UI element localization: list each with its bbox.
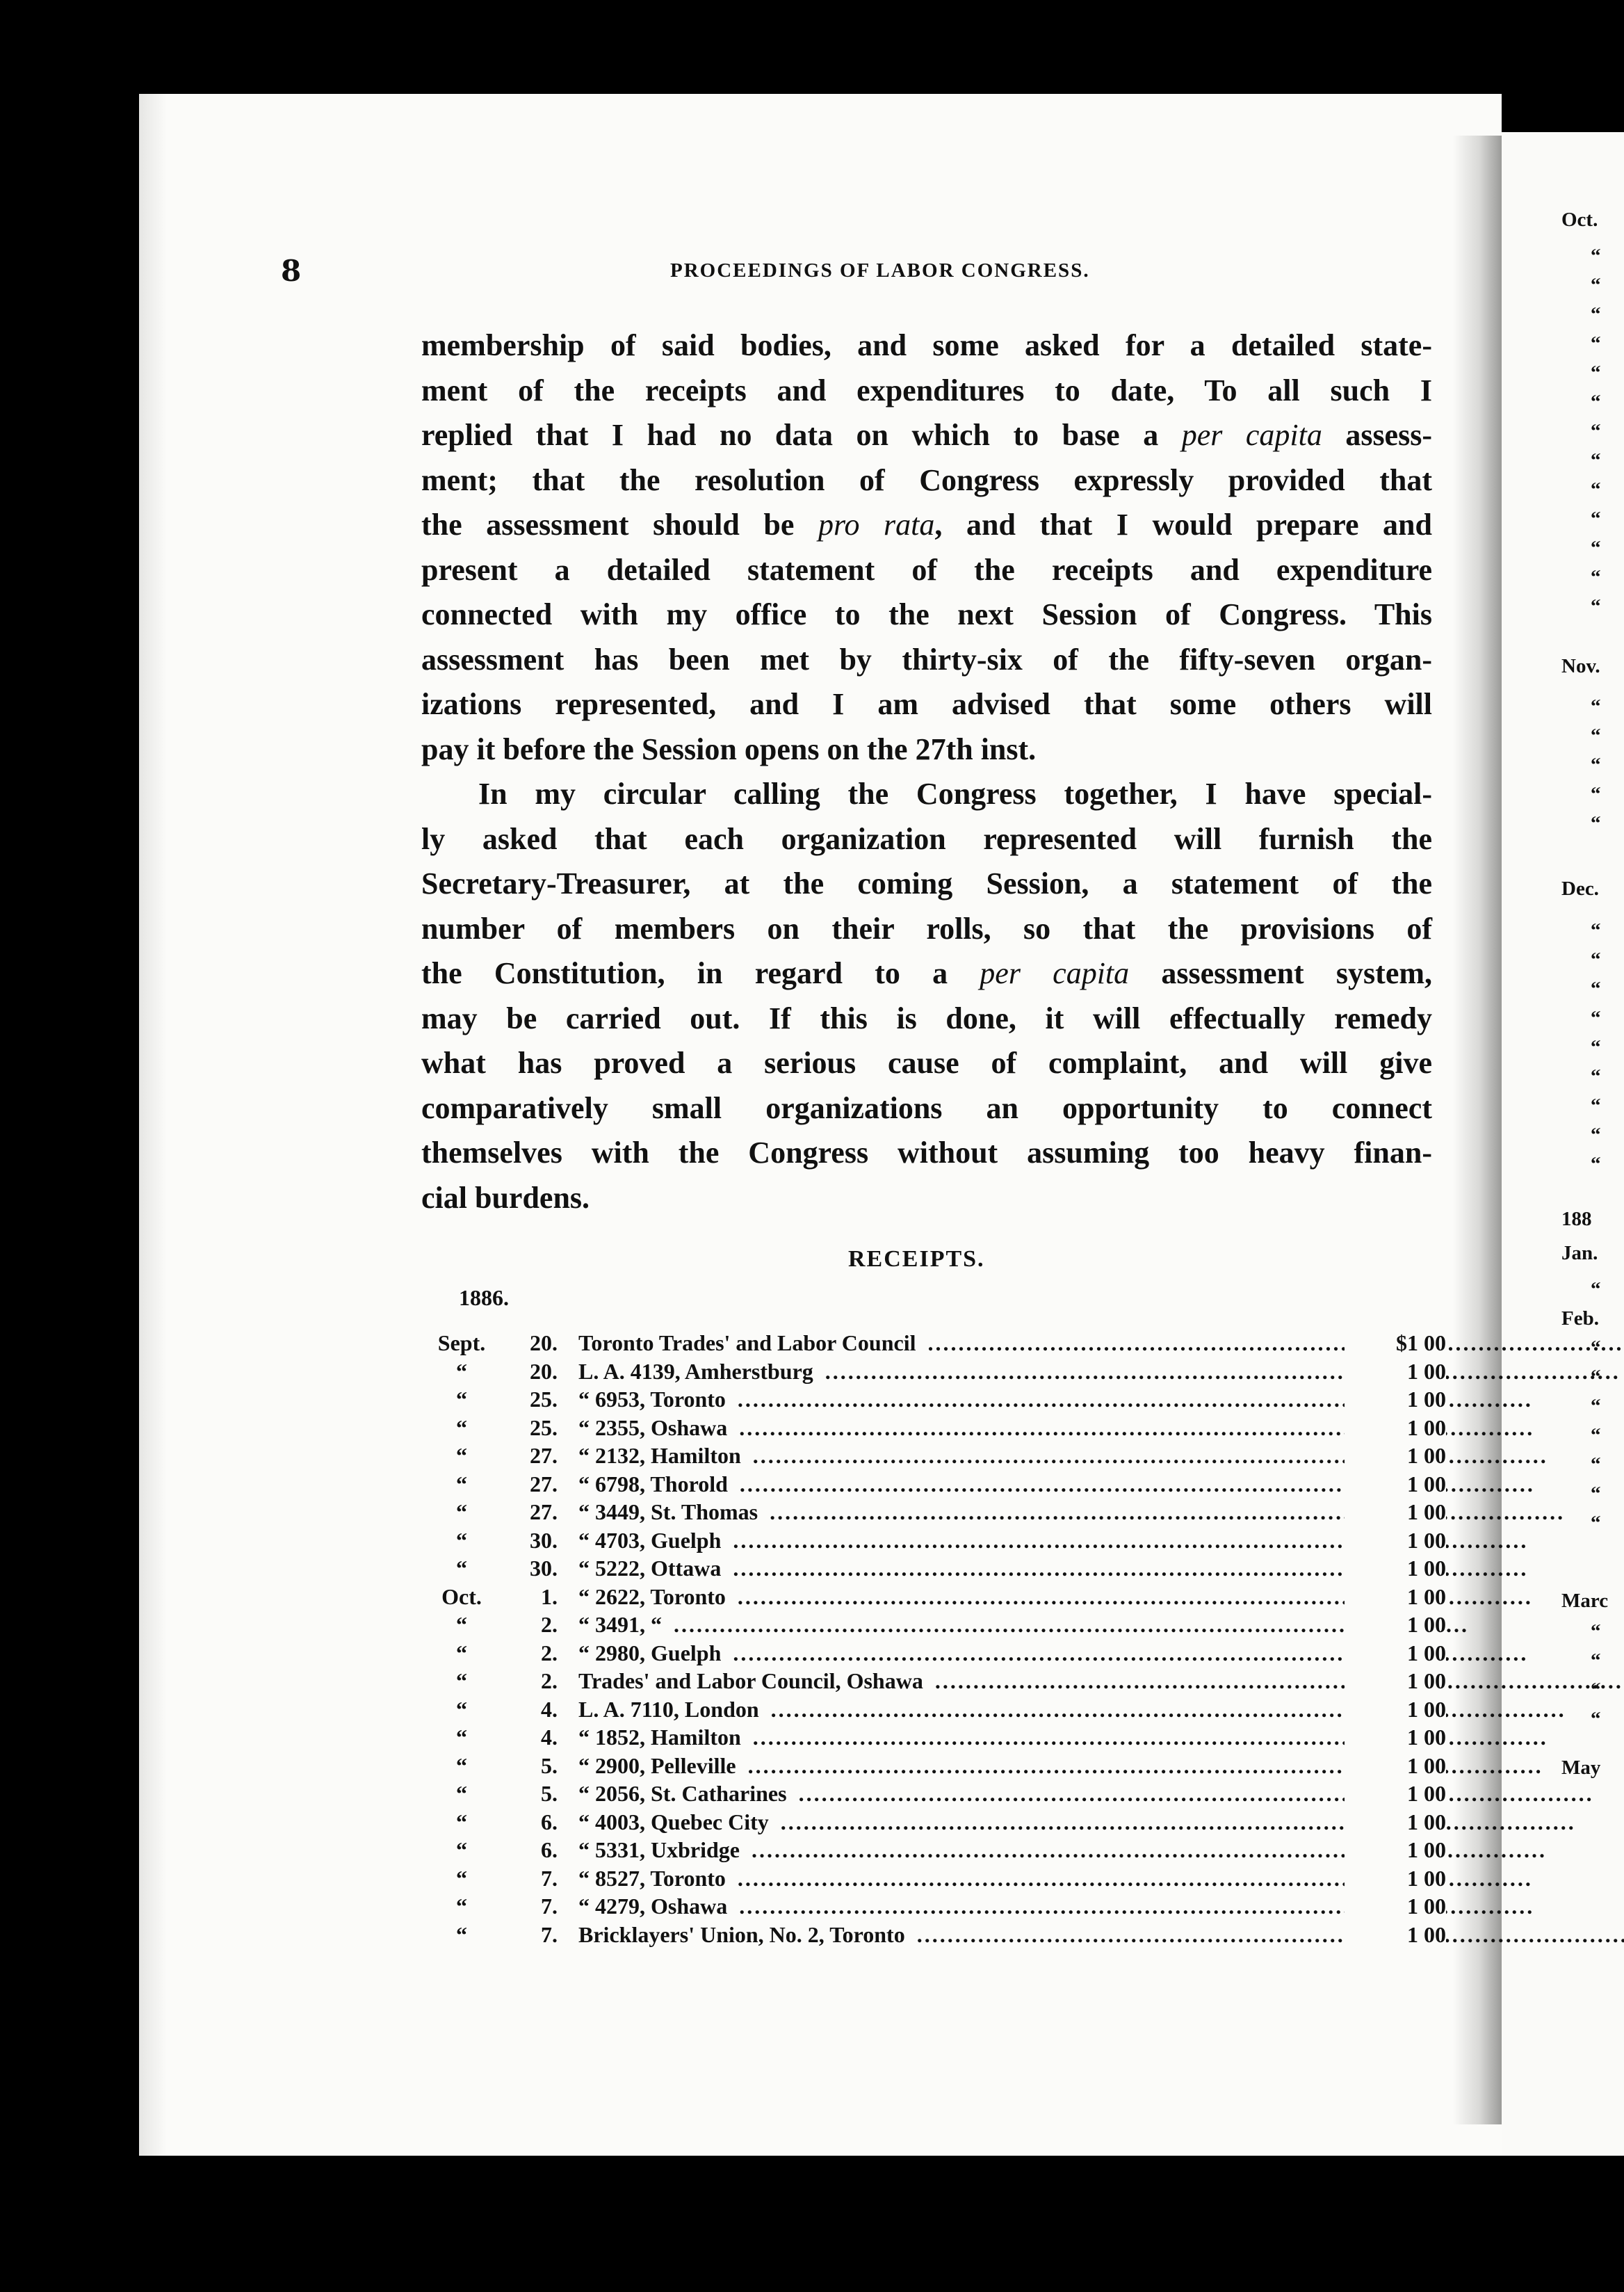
facing-page-margin-entry: “ bbox=[1591, 274, 1601, 296]
receipt-month: “ bbox=[456, 1696, 467, 1722]
receipt-description bbox=[578, 1471, 1624, 1497]
facing-page-margin-entry: “ bbox=[1591, 1620, 1601, 1643]
facing-page-margin-entry: “ bbox=[1591, 391, 1601, 413]
facing-page-margin-entry: “ bbox=[1591, 1278, 1601, 1300]
receipt-description-text: “ 4279, Oshawa bbox=[578, 1894, 731, 1919]
receipt-row bbox=[427, 1330, 1446, 1359]
receipt-description bbox=[578, 1697, 1624, 1722]
receipt-amount: 1 00 bbox=[1345, 1781, 1446, 1807]
receipt-row bbox=[427, 1443, 1446, 1471]
receipt-description bbox=[578, 1668, 1624, 1694]
receipt-month: Sept. bbox=[437, 1330, 486, 1355]
facing-page-margin-entry: “ bbox=[1591, 1453, 1601, 1476]
body-line: the Constitution, in regard to a per capita assessment system, bbox=[421, 956, 1432, 990]
receipt-row bbox=[427, 1921, 1446, 1951]
receipt-description bbox=[578, 1528, 1624, 1553]
receipt-description-text: “ 4003, Quebec City bbox=[578, 1809, 773, 1834]
receipt-month: “ bbox=[456, 1668, 467, 1693]
receipt-description-text: Trades' and Labor Council, Oshawa bbox=[578, 1668, 927, 1693]
receipt-amount: 1 00 bbox=[1345, 1725, 1446, 1750]
facing-page-margin-entry: Dec. bbox=[1561, 878, 1599, 900]
receipt-description bbox=[578, 1443, 1624, 1469]
receipt-day: 2. bbox=[541, 1668, 558, 1693]
receipt-description bbox=[578, 1387, 1624, 1412]
receipt-day: 6. bbox=[541, 1837, 558, 1862]
facing-page-margin-entry: “ bbox=[1591, 1395, 1601, 1417]
receipt-month: “ bbox=[456, 1752, 467, 1778]
facing-page-margin-entry: “ bbox=[1591, 537, 1601, 559]
receipt-description bbox=[578, 1781, 1624, 1807]
body-line: the assessment should be pro rata, and that I would prepare and bbox=[421, 508, 1432, 542]
receipt-month: “ bbox=[456, 1414, 467, 1440]
receipt-amount: 1 00 bbox=[1345, 1668, 1446, 1694]
receipt-month: “ bbox=[456, 1499, 467, 1524]
page-header bbox=[281, 254, 1435, 289]
facing-page-margin-entry: “ bbox=[1591, 1065, 1601, 1088]
receipt-row bbox=[427, 1414, 1446, 1444]
facing-page-margin-entry: “ bbox=[1591, 695, 1601, 718]
facing-page-margin-entry: “ bbox=[1591, 1337, 1601, 1359]
facing-page-margin-entry: “ bbox=[1591, 1512, 1601, 1534]
receipt-month: “ bbox=[456, 1865, 467, 1891]
receipt-row bbox=[427, 1640, 1446, 1669]
receipt-row bbox=[427, 1358, 1446, 1387]
receipt-description bbox=[578, 1922, 1624, 1948]
receipt-row bbox=[427, 1583, 1446, 1613]
receipt-row bbox=[427, 1696, 1446, 1725]
receipt-description-text: “ 2622, Toronto bbox=[578, 1584, 730, 1609]
receipt-month: Oct. bbox=[441, 1583, 482, 1609]
receipt-description-text: L. A. 7110, London bbox=[578, 1697, 763, 1722]
receipt-day: 27. bbox=[530, 1443, 558, 1468]
receipt-row bbox=[427, 1894, 1446, 1922]
receipt-description bbox=[578, 1330, 1624, 1356]
receipt-month: “ bbox=[456, 1640, 467, 1665]
receipt-description-text: “ 6953, Toronto bbox=[578, 1387, 730, 1412]
body-line: assessment has been met by thirty-six of the fifty-seven organ- bbox=[421, 642, 1432, 677]
body-line: ly asked that each organization represented will furnish the bbox=[421, 821, 1432, 856]
receipt-row bbox=[427, 1668, 1446, 1697]
receipt-description bbox=[578, 1584, 1624, 1610]
receipt-month: “ bbox=[456, 1612, 467, 1637]
facing-page-margin-entry: “ bbox=[1591, 1124, 1601, 1146]
receipt-description-text: “ 5331, Uxbridge bbox=[578, 1837, 744, 1862]
receipt-amount: 1 00 bbox=[1345, 1640, 1446, 1666]
receipt-row bbox=[427, 1809, 1446, 1838]
receipt-amount: 1 00 bbox=[1345, 1922, 1446, 1948]
receipt-description-text: “ 2980, Guelph bbox=[578, 1640, 725, 1665]
receipt-day: 30. bbox=[530, 1556, 558, 1581]
facing-page-margin-entry: Jan. bbox=[1561, 1242, 1598, 1264]
facing-page-margin-entry: “ bbox=[1591, 362, 1601, 384]
facing-page-margin-entry: Marc bbox=[1561, 1590, 1609, 1612]
body-line: cial burdens. bbox=[421, 1180, 590, 1215]
body-line: membership of said bodies, and some asked for a detailed state- bbox=[421, 328, 1432, 362]
receipt-description bbox=[578, 1359, 1624, 1385]
facing-page-margin-entry: “ bbox=[1591, 812, 1601, 834]
receipt-description-text: “ 2900, Pelleville bbox=[578, 1753, 740, 1778]
receipt-row bbox=[427, 1725, 1446, 1753]
receipt-day: 20. bbox=[530, 1330, 558, 1355]
receipt-day: 2. bbox=[541, 1640, 558, 1665]
receipt-description-text: “ 2355, Oshawa bbox=[578, 1415, 731, 1440]
receipt-row bbox=[427, 1752, 1446, 1782]
body-line: connected with my office to the next Session of Congress. This bbox=[421, 597, 1432, 631]
body-line: ment; that the resolution of Congress expressly provided that bbox=[421, 462, 1432, 497]
facing-page-margin-entry: “ bbox=[1591, 1095, 1601, 1117]
receipt-day: 20. bbox=[530, 1358, 558, 1384]
receipt-description-text: “ 3491, “ bbox=[578, 1612, 666, 1637]
receipt-row bbox=[427, 1837, 1446, 1866]
receipt-amount: 1 00 bbox=[1345, 1528, 1446, 1553]
receipt-day: 25. bbox=[530, 1387, 558, 1412]
facing-page-margin-entry: “ bbox=[1591, 420, 1601, 442]
facing-page-margin-entry: “ bbox=[1591, 783, 1601, 805]
receipt-description-text: “ 5222, Ottawa bbox=[578, 1556, 725, 1581]
receipt-month: “ bbox=[456, 1809, 467, 1834]
receipt-amount: 1 00 bbox=[1345, 1499, 1446, 1525]
receipt-description bbox=[578, 1837, 1624, 1863]
facing-page-margin-entry: “ bbox=[1591, 508, 1601, 530]
receipt-amount: 1 00 bbox=[1345, 1612, 1446, 1638]
facing-page-margin-entry: “ bbox=[1591, 949, 1601, 971]
receipt-description bbox=[578, 1809, 1624, 1835]
receipt-description-text: “ 3449, St. Thomas bbox=[578, 1499, 762, 1524]
body-line: themselves with the Congress without assuming too heavy finan- bbox=[421, 1136, 1432, 1170]
facing-page-margin-entry: “ bbox=[1591, 1649, 1601, 1672]
receipt-row bbox=[427, 1781, 1446, 1809]
receipt-amount: 1 00 bbox=[1345, 1443, 1446, 1469]
facing-page-margin-entry: May bbox=[1561, 1757, 1601, 1779]
receipt-month: “ bbox=[456, 1556, 467, 1581]
receipt-day: 7. bbox=[541, 1921, 558, 1947]
receipt-amount: 1 00 bbox=[1345, 1387, 1446, 1412]
receipt-day: 1. bbox=[541, 1583, 558, 1609]
body-line: comparatively small organizations an opportunity to connect bbox=[421, 1090, 1432, 1125]
facing-page-margin-entry: “ bbox=[1591, 1679, 1601, 1701]
receipt-row bbox=[427, 1612, 1446, 1640]
receipt-description-text: “ 1852, Hamilton bbox=[578, 1725, 745, 1750]
page-number: 8 bbox=[281, 254, 302, 288]
receipt-amount: 1 00 bbox=[1345, 1471, 1446, 1497]
receipts-heading: RECEIPTS. bbox=[848, 1246, 985, 1272]
receipt-day: 4. bbox=[541, 1696, 558, 1722]
running-title: PROCEEDINGS OF LABOR CONGRESS. bbox=[670, 259, 1090, 282]
receipt-row bbox=[427, 1527, 1446, 1556]
receipt-amount: 1 00 bbox=[1345, 1359, 1446, 1385]
receipt-amount: 1 00 bbox=[1345, 1415, 1446, 1441]
facing-page-margin-entry: “ bbox=[1591, 332, 1601, 355]
body-line: pay it before the Session opens on the 27th inst. bbox=[421, 732, 1037, 766]
receipt-description-text: “ 2132, Hamilton bbox=[578, 1443, 745, 1468]
facing-page-margin-entry: “ bbox=[1591, 1483, 1601, 1505]
receipt-row bbox=[427, 1865, 1446, 1894]
facing-page-margin-entry: “ bbox=[1591, 1153, 1601, 1175]
receipt-month: “ bbox=[456, 1921, 467, 1947]
facing-page-margin-entry: Feb. bbox=[1561, 1307, 1599, 1330]
body-line: number of members on their rolls, so that the provisions of bbox=[421, 911, 1432, 946]
facing-page-margin-entry: “ bbox=[1591, 919, 1601, 942]
receipt-description-text: “ 2056, St. Catharines bbox=[578, 1781, 791, 1806]
facing-page-margin-entry: “ bbox=[1591, 1036, 1601, 1058]
receipt-row bbox=[427, 1499, 1446, 1528]
facing-page-margin-entry: “ bbox=[1591, 478, 1601, 501]
receipt-description bbox=[578, 1556, 1624, 1581]
facing-page-margin-entry: “ bbox=[1591, 978, 1601, 1000]
receipts-ledger bbox=[427, 1330, 1446, 1950]
receipts-year: 1886. bbox=[459, 1285, 509, 1310]
facing-page-margin-entry: “ bbox=[1591, 1424, 1601, 1446]
receipt-description-text: Toronto Trades' and Labor Council bbox=[578, 1330, 920, 1355]
page-left-shadow bbox=[139, 94, 167, 2156]
body-line: In my circular calling the Congress together, I have special- bbox=[478, 777, 1432, 811]
body-line: Secretary-Treasurer, at the coming Session, a statement of the bbox=[421, 866, 1432, 901]
receipt-day: 5. bbox=[541, 1781, 558, 1806]
facing-page-margin-entry: Nov. bbox=[1561, 655, 1600, 677]
facing-page-margin-entry: 188 bbox=[1561, 1208, 1592, 1230]
receipt-month: “ bbox=[456, 1837, 467, 1862]
facing-page-margin-entry: “ bbox=[1591, 449, 1601, 471]
receipt-description-text: “ 6798, Thorold bbox=[578, 1471, 732, 1496]
body-text bbox=[421, 323, 1432, 1220]
receipt-description-text: “ 4703, Guelph bbox=[578, 1528, 725, 1553]
body-line: what has proved a serious cause of complaint, and will give bbox=[421, 1046, 1432, 1080]
receipt-amount: 1 00 bbox=[1345, 1584, 1446, 1610]
receipt-month: “ bbox=[456, 1387, 467, 1412]
receipt-day: 4. bbox=[541, 1725, 558, 1750]
body-line: ment of the receipts and expenditures to date, To all such I bbox=[421, 373, 1432, 407]
receipt-month: “ bbox=[456, 1894, 467, 1919]
facing-page-margin-entry: “ bbox=[1591, 1007, 1601, 1029]
receipt-description-text: Bricklayers' Union, No. 2, Toronto bbox=[578, 1922, 909, 1947]
receipt-day: 2. bbox=[541, 1612, 558, 1637]
receipt-amount: 1 00 bbox=[1345, 1697, 1446, 1722]
receipt-amount: 1 00 bbox=[1345, 1556, 1446, 1581]
facing-page-margin-entry: “ bbox=[1591, 1366, 1601, 1388]
receipt-month: “ bbox=[456, 1725, 467, 1750]
receipt-day: 6. bbox=[541, 1809, 558, 1834]
body-line: izations represented, and I am advised that some others will bbox=[421, 687, 1432, 721]
receipt-day: 30. bbox=[530, 1527, 558, 1553]
receipt-description bbox=[578, 1499, 1624, 1525]
receipt-description-text: “ 8527, Toronto bbox=[578, 1866, 730, 1891]
body-line: may be carried out. If this is done, it will effectually remedy bbox=[421, 1001, 1432, 1035]
receipt-row bbox=[427, 1471, 1446, 1500]
receipt-month: “ bbox=[456, 1527, 467, 1553]
facing-page-margin-entry: “ bbox=[1591, 303, 1601, 325]
receipt-day: 27. bbox=[530, 1499, 558, 1524]
receipt-description bbox=[578, 1612, 1624, 1638]
receipt-description bbox=[578, 1894, 1624, 1919]
receipt-row bbox=[427, 1556, 1446, 1584]
body-line: present a detailed statement of the receipts and expenditure bbox=[421, 552, 1432, 587]
receipt-day: 5. bbox=[541, 1752, 558, 1778]
facing-page-margin-entry: “ bbox=[1591, 754, 1601, 776]
receipt-month: “ bbox=[456, 1358, 467, 1384]
receipt-day: 27. bbox=[530, 1471, 558, 1496]
receipt-month: “ bbox=[456, 1471, 467, 1496]
receipt-description bbox=[578, 1866, 1624, 1891]
receipt-day: 7. bbox=[541, 1865, 558, 1891]
facing-page-margin-entry: “ bbox=[1591, 595, 1601, 618]
receipt-amount: $1 00 bbox=[1345, 1330, 1446, 1356]
facing-page-margin-entry: “ bbox=[1591, 1708, 1601, 1730]
receipt-month: “ bbox=[456, 1443, 467, 1468]
receipt-description bbox=[578, 1725, 1624, 1750]
facing-page-margin-entry: “ bbox=[1591, 245, 1601, 267]
receipt-month: “ bbox=[456, 1781, 467, 1806]
receipt-amount: 1 00 bbox=[1345, 1894, 1446, 1919]
facing-page-margin-entry: Oct. bbox=[1561, 209, 1598, 231]
receipt-amount: 1 00 bbox=[1345, 1753, 1446, 1779]
facing-page-margin-entry: “ bbox=[1591, 725, 1601, 747]
receipt-description-text: L. A. 4139, Amherstburg bbox=[578, 1359, 818, 1384]
receipt-day: 25. bbox=[530, 1414, 558, 1440]
receipt-description bbox=[578, 1640, 1624, 1666]
receipt-amount: 1 00 bbox=[1345, 1866, 1446, 1891]
receipt-description bbox=[578, 1415, 1624, 1441]
receipt-description bbox=[578, 1753, 1624, 1779]
facing-page-margin-entry: “ bbox=[1591, 566, 1601, 588]
receipt-row bbox=[427, 1387, 1446, 1415]
receipt-day: 7. bbox=[541, 1894, 558, 1919]
body-line: replied that I had no data on which to base a per capita assess- bbox=[421, 418, 1432, 452]
receipt-amount: 1 00 bbox=[1345, 1809, 1446, 1835]
receipt-amount: 1 00 bbox=[1345, 1837, 1446, 1863]
